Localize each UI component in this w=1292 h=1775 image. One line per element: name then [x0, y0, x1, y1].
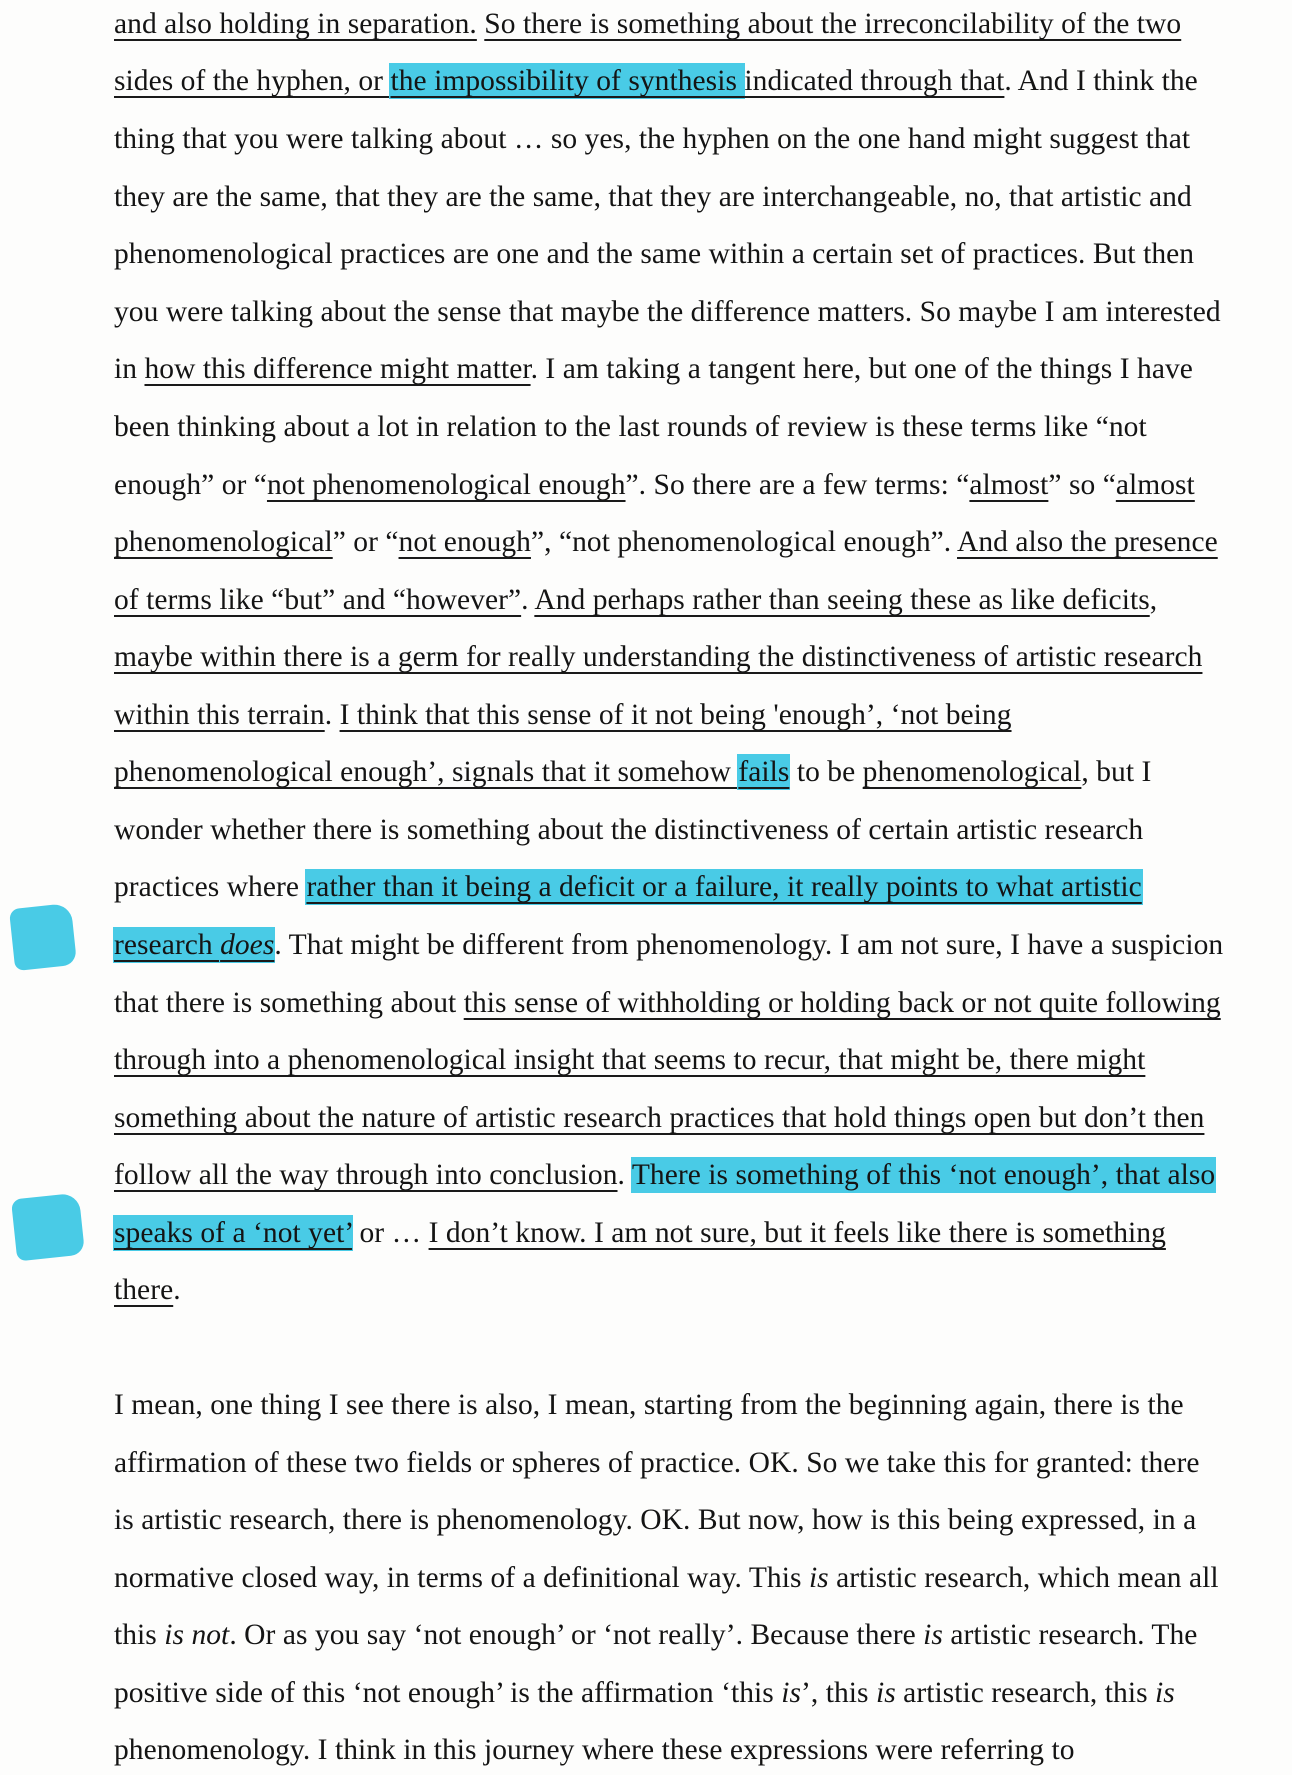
text-line: [114, 179, 1192, 215]
text-line: [114, 1502, 1196, 1538]
text-run: or …: [352, 1217, 429, 1249]
highlighted-text: rather than it being a deficit or a failure, it really points to what artistic: [306, 871, 1142, 903]
text-run: . And I think the: [1004, 65, 1198, 97]
text-line: [114, 236, 1194, 272]
underlined-text: I think that this sense of it not being 'enough’, ‘not being: [339, 699, 1012, 731]
underlined-text: almost: [1115, 469, 1195, 501]
text-run: .: [173, 1274, 181, 1306]
underlined-text: within this terrain: [114, 699, 325, 731]
underlined-text: phenomenological: [114, 526, 333, 558]
text-line: [114, 1675, 1175, 1711]
text-line: [114, 639, 1202, 675]
text-line: [114, 1042, 1145, 1078]
text-run: , but I: [1081, 756, 1152, 788]
text-line: [114, 6, 1181, 42]
highlighted-text: fails: [738, 756, 790, 788]
underlined-text: I don’t know. I am not sure, but it feels like there is something: [428, 1217, 1166, 1249]
text-line: [114, 409, 1147, 445]
text-run: enough” or “: [114, 469, 267, 501]
text-run: ” or “: [332, 526, 399, 558]
text-run: artistic research. The: [942, 1619, 1198, 1651]
text-run: is: [781, 1677, 801, 1709]
text-line: [114, 985, 1221, 1021]
text-run: .: [324, 699, 340, 731]
text-run: affirmation of these two fields or spheres of practice. OK. So we take this for granted: there: [114, 1447, 1200, 1479]
margin-highlight-mark: [11, 1193, 85, 1262]
text-run: is: [808, 1562, 829, 1594]
text-line: [114, 1100, 1204, 1136]
underlined-text: not phenomenological enough: [266, 469, 626, 501]
underlined-text: And perhaps rather than seeing these as like deficits: [534, 584, 1150, 616]
text-line: [114, 1157, 1215, 1193]
text-line: [114, 754, 1151, 790]
underlined-text: and also holding in separation.: [114, 8, 477, 40]
text-run: in: [114, 353, 145, 385]
text-line: [114, 1445, 1199, 1481]
text-run: phenomenology. I think in this journey where these expressions were referring to: [114, 1734, 1075, 1766]
underlined-text: phenomenological: [862, 756, 1082, 788]
text-run: wonder whether there is something about the distinctiveness of certain artistic research: [114, 814, 1144, 846]
underlined-text: something about the nature of artistic research practices that hold things open but don’t then: [114, 1102, 1205, 1134]
underlined-text: follow all the way through into conclusion: [114, 1159, 618, 1191]
highlighted-text: the impossibility of synthesis: [390, 65, 745, 97]
text-run: phenomenological practices are one and the same within a certain set of practices. But then: [114, 238, 1195, 270]
text-run: .: [617, 1159, 632, 1191]
highlighted-text: speaks of a ‘not yet’: [114, 1217, 353, 1249]
text-run: ” so “: [1048, 469, 1116, 501]
text-run: . That might be different from phenomenology. I am not sure, I have a suspicion: [274, 929, 1224, 961]
text-run: to be: [789, 756, 863, 788]
underlined-text: of terms like “but” and “however”: [114, 584, 522, 616]
underlined-text: through into a phenomenological insight that seems to recur, that might be, there might: [114, 1044, 1146, 1076]
text-run: you were talking about the sense that maybe the difference matters. So maybe I am interested: [114, 296, 1221, 328]
text-run: I mean, one thing I see there is also, I mean, starting from the beginning again, there is the: [114, 1389, 1184, 1421]
text-line: [114, 63, 1198, 99]
text-run: ”, “not phenomenological enough”.: [530, 526, 958, 558]
text-run: . Or as you say ‘not enough’ or ‘not really’. Because there: [229, 1619, 924, 1651]
highlighted-text: does: [220, 929, 275, 961]
highlighted-text: There is something of this ‘not enough’, that also: [631, 1159, 1216, 1191]
text-run: is: [1155, 1677, 1175, 1709]
text-run: normative closed way, in terms of a definitional way. This: [114, 1562, 809, 1594]
text-run: this: [114, 1619, 165, 1651]
text-run: positive side of this ‘not enough’ is the affirmation ‘this: [114, 1677, 782, 1709]
text-line: [114, 1617, 1197, 1653]
margin-highlight-mark: [9, 903, 77, 971]
text-run: been thinking about a lot in relation to the last rounds of review is these terms like “not: [114, 411, 1147, 443]
text-run: is artistic research, there is phenomenology. OK. But now, how is this being expressed, in a: [114, 1504, 1197, 1536]
text-line: [114, 1387, 1184, 1423]
underlined-text: this sense of withholding or holding back or not quite following: [463, 987, 1221, 1019]
text-line: [114, 1215, 1166, 1251]
underlined-text: And also the presence: [957, 526, 1218, 558]
text-line: [114, 1560, 1219, 1596]
text-line: [114, 351, 1193, 387]
text-line: [114, 927, 1223, 963]
text-run: that there is something about: [114, 987, 464, 1019]
text-run: is: [875, 1677, 896, 1709]
text-run: ”. So there are a few terms: “: [625, 469, 970, 501]
text-run: . I am taking a tangent here, but one of the things I have: [530, 353, 1193, 385]
underlined-text: maybe within there is a germ for really understanding the distinctiveness of artistic research: [114, 641, 1203, 673]
text-line: [114, 812, 1143, 848]
text-run: is: [923, 1619, 943, 1651]
text-line: [114, 697, 1012, 733]
underlined-text: sides of the hyphen, or: [114, 65, 391, 97]
text-line: [114, 582, 1157, 618]
text-run: practices where: [114, 871, 307, 903]
underlined-text: how this difference might matter: [144, 353, 531, 385]
text-run: ,: [1149, 584, 1158, 616]
underlined-text: not enough: [398, 526, 531, 558]
text-run: .: [521, 584, 535, 616]
text-run: ’, this: [800, 1677, 876, 1709]
underlined-text: indicated through that: [744, 65, 1005, 97]
underlined-text: So there is something about the irreconcilability of the two: [484, 8, 1182, 40]
text-line: [114, 524, 1218, 560]
text-line: [114, 1732, 1075, 1768]
underlined-text: almost: [969, 469, 1049, 501]
text-line: [114, 467, 1195, 503]
text-line: [114, 121, 1190, 157]
text-run: they are the same, that they are the same, that they are interchangeable, no, that artistic and: [114, 181, 1192, 213]
text-run: artistic research, which mean all: [828, 1562, 1219, 1594]
underlined-text: phenomenological enough’, signals that it somehow: [114, 756, 739, 788]
text-line: [114, 294, 1221, 330]
text-run: is not: [164, 1619, 230, 1651]
underlined-text: there: [114, 1274, 174, 1306]
text-run: artistic research, this: [895, 1677, 1156, 1709]
text-run: thing that you were talking about … so yes, the hyphen on the one hand might suggest that: [114, 123, 1191, 155]
text-line: [114, 1272, 181, 1308]
highlighted-text: research: [114, 929, 221, 961]
text-line: [114, 869, 1142, 905]
